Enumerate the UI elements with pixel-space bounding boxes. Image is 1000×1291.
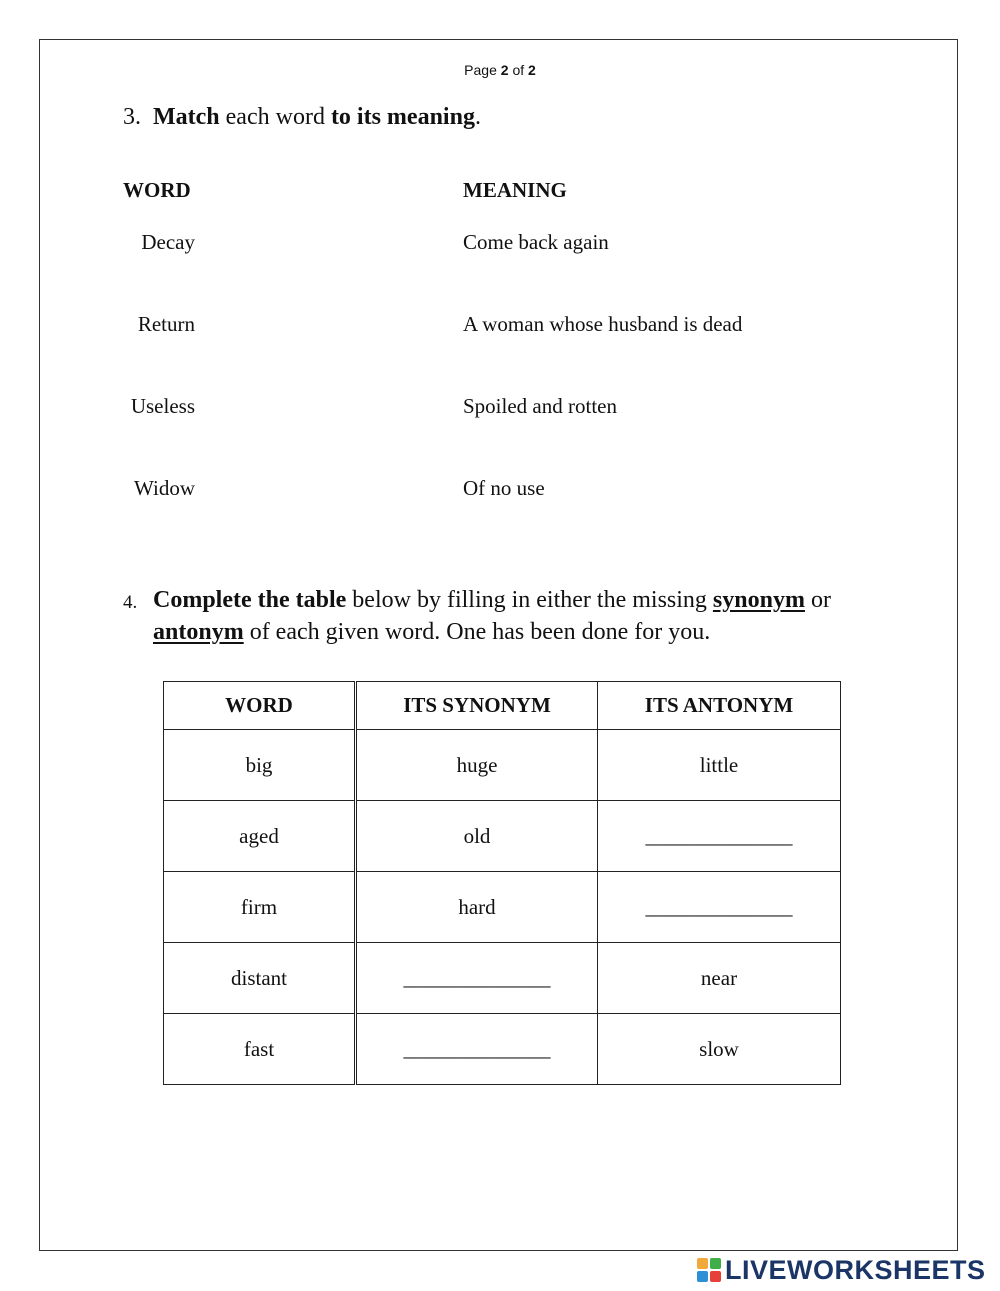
answer-blank-antonym[interactable]: ______________ [598, 801, 841, 872]
table-row [164, 801, 841, 872]
logo-square [710, 1271, 721, 1282]
table-cell-antonym: little [598, 730, 841, 801]
match-meaning[interactable]: Spoiled and rotten [463, 394, 617, 418]
question-3-instruction: Match each word to its meaning. [153, 104, 481, 130]
table-cell-word: aged [164, 801, 356, 872]
question-4-number: 4. [123, 592, 138, 613]
liveworksheets-brand [697, 1256, 986, 1284]
match-meaning[interactable]: Come back again [463, 230, 609, 254]
word-column-heading: WORD [123, 178, 191, 202]
table-cell-antonym: near [598, 943, 841, 1014]
liveworksheets-logo-icon [697, 1258, 721, 1282]
table-cell-antonym: slow [598, 1014, 841, 1085]
table-cell-word: big [164, 730, 356, 801]
question-4-instruction-line-2: antonym of each given word. One has been done for you. [153, 619, 711, 645]
table-header-word: WORD [164, 682, 356, 730]
table-cell-word: firm [164, 872, 356, 943]
answer-blank-antonym[interactable]: ______________ [598, 872, 841, 943]
logo-square [697, 1271, 708, 1282]
page-indicator: Page 2 of 2 [464, 62, 536, 78]
table-cell-word: fast [164, 1014, 356, 1085]
match-word[interactable]: Widow [134, 476, 195, 500]
table-header-antonym: ITS ANTONYM [598, 682, 841, 730]
question-3-number: 3. [123, 104, 141, 130]
table-row [164, 872, 841, 943]
table-cell-word: distant [164, 943, 356, 1014]
table-cell-synonym: hard [356, 872, 598, 943]
match-word[interactable]: Useless [130, 394, 195, 418]
answer-blank-synonym[interactable]: ______________ [356, 943, 598, 1014]
logo-square [697, 1258, 708, 1269]
table-cell-synonym: huge [356, 730, 598, 801]
table-header-row [164, 682, 841, 730]
table-row [164, 1014, 841, 1085]
brand-name: LIVEWORKSHEETS [725, 1254, 986, 1285]
table-row [164, 730, 841, 801]
match-word[interactable]: Return [137, 312, 195, 336]
question-4-instruction-line-1: Complete the table below by filling in either the missing synonym or [153, 587, 831, 613]
match-meaning[interactable]: A woman whose husband is dead [463, 312, 743, 336]
table-header-synonym: ITS SYNONYM [356, 682, 598, 730]
meaning-column-heading: MEANING [463, 178, 567, 202]
match-word[interactable]: Decay [141, 230, 195, 254]
table-cell-synonym: old [356, 801, 598, 872]
logo-square [710, 1258, 721, 1269]
synonym-antonym-table [163, 681, 841, 1085]
match-meaning[interactable]: Of no use [463, 476, 545, 500]
answer-blank-synonym[interactable]: ______________ [356, 1014, 598, 1085]
table-row [164, 943, 841, 1014]
